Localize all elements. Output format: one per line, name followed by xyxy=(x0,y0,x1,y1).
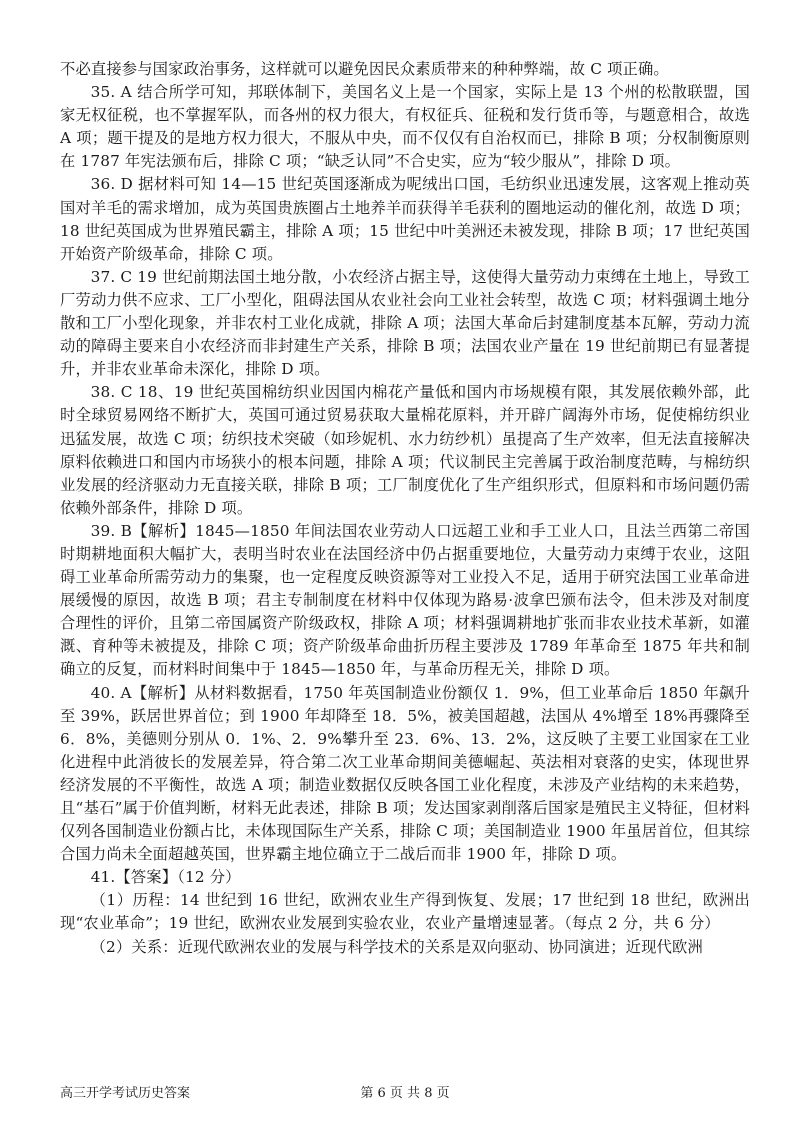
paragraph-q37: 37. C 19 世纪前期法国土地分散，小农经济占据主导，这使得大量劳动力束缚在土地上，导致工厂劳动力供不应求、工厂小型化，阻碍法国从农业社会向工业社会转型，故选 C 项；材料强调土地分散和工厂小型化现象，并非农村工业化成就，排除 A 项；法国大革命后封建制度基本瓦解，劳动力流动的障碍主要来自小农经济而非封建生产关系，排除 B 项；法国农业产量在 19 世纪前期已有显著提升，并非农业革命未深化，排除 D 项。 xyxy=(60,267,750,379)
paragraph-q38: 38. C 18、19 世纪英国棉纺织业因国内棉花产量低和国内市场规模有限，其发展依赖外部，此时全球贸易网络不断扩大，英国可通过贸易获取大量棉花原料，并开辟广阔海外市场，促使棉纺织业迅猛发展，故选 C 项；纺织技术突破（如珍妮机、水力纺纱机）虽提高了生产效率，但无法直接解决原料依赖进口和国内市场狭小的根本问题，排除 A 项；代议制民主完善属于政治制度范畴，与棉纺织业发展的经济驱动力无直接关联，排除 B 项；工厂制度优化了生产组织形式，但原料和市场问题仍需依赖外部条件，排除 D 项。 xyxy=(60,383,750,517)
paragraph-q41-part2: （2）关系：近现代欧洲农业的发展与科学技术的关系是双向驱动、协同演进；近现代欧洲 xyxy=(90,937,703,956)
paragraph-q34-continuation: 不必直接参与国家政治事务，这样就可以避免因民众素质带来的种种弊端，故 C 项正确。 xyxy=(60,60,669,78)
answer-page xyxy=(60,58,750,959)
page-footer xyxy=(60,1084,750,1104)
paragraph-q39: 39. B【解析】1845—1850 年间法国农业劳动人口远超工业和手工业人口，且法兰西第二帝国时期耕地面积大幅扩大，表明当时农业在法国经济中仍占据重要地位，大量劳动力束缚于农业，这阻碍工业革命所需劳动力的集聚，也一定程度反映资源等对工业投入不足，适用于研究法国工业革命进展缓慢的原因，故选 B 项；君主专制制度在材料中仅体现为路易·波拿巴颁布法令，但未涉及对制度合理性的评价，且第二帝国属资产阶级政权，排除 A 项；材料强调耕地扩张而非农业技术革新，如灌溉、育种等未被提及，排除 C 项；资产阶级革命曲折历程主要涉及 1789 年革命至 1875 年共和制确立的反复，而材料时间集中于 1845—1850 年，与革命历程无关，排除 D 项。 xyxy=(60,521,750,679)
paragraph-q41-heading: 41.【答案】（12 分） xyxy=(90,868,241,887)
footer-document-title: 高三开学考试历史答案 xyxy=(60,1086,191,1101)
paragraph-q41-part1: （1）历程：14 世纪到 16 世纪，欧洲农业生产得到恢复、发展；17 世纪到 18 世纪，欧洲出现“农业革命”；19 世纪，欧洲农业发展到实验农业，农业产量增速显著。（每点 2 分，共 6 分） xyxy=(60,891,750,933)
paragraph-q40: 40. A【解析】从材料数据看，1750 年英国制造业份额仅 1．9%，但工业革命后 1850 年飙升至 39%，跃居世界首位；到 1900 年却降至 18．5%，被美国超越，法国从 4%增至 18%再骤降至 6．8%，美德则分别从 0．1%、2．9%攀升至 23．6%、13．2%，这反映了主要工业国家在工业化进程中此消彼长的发展差异，符合第二次工业革命期间美德崛起、英法相对衰落的史实，体现世界经济发展的不平衡性，故选 A 项；制造业数据仅反映各国工业化程度，未涉及产业结构的未来趋势，且“基石”属于价值判断，材料无此表述，排除 B 项；发达国家剥削落后国家是殖民主义特征，但材料仅列各国制造业份额占比，未体现国际生产关系，排除 C 项；美国制造业 1900 年虽居首位，但其综合国力尚未全面超越英国，世界霸主地位确立于二战后而非 1900 年，排除 D 项。 xyxy=(60,683,750,864)
paragraph-q35: 35. A 结合所学可知，邦联体制下，美国名义上是一个国家，实际上是 13 个州的松散联盟，国家无权征税，也不掌握军队，而各州的权力很大，有权征兵、征税和发行货币等，与题意相合，故选 A 项；题干提及的是地方权力很大，不服从中央，而不仅仅有自治权而已，排除 B 项；分权制衡原则在 1787 年宪法颁布后，排除 C 项；“缺乏认同”不合史实，应为“较少服从”，排除 D 项。 xyxy=(60,83,750,171)
footer-page-number: 第 6 页 共 8 页 xyxy=(360,1086,450,1101)
paragraph-q36: 36. D 据材料可知 14—15 世纪英国逐渐成为呢绒出口国，毛纺织业迅速发展，这客观上推动英国对羊毛的需求增加，成为英国贵族圈占土地养羊而获得羊毛获利的圈地运动的催化剂，故选 D 项；18 世纪英国成为世界殖民霸主，排除 A 项；15 世纪中叶美洲还未被发现，排除 B 项；17 世纪英国开始资产阶级革命，排除 C 项。 xyxy=(60,175,750,263)
